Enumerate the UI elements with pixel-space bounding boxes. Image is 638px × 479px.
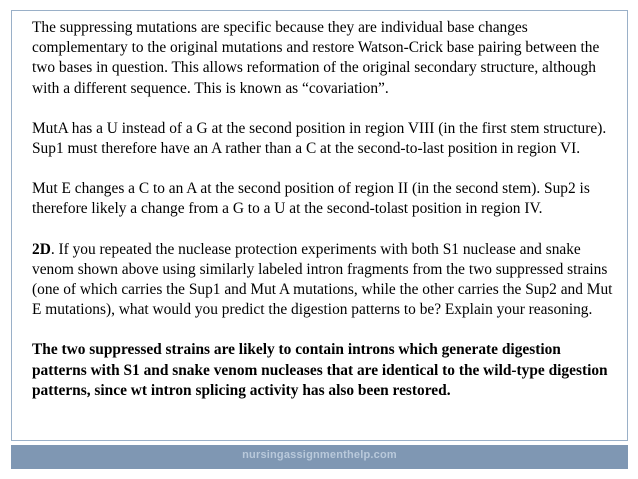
question-label: 2D [32,240,51,258]
paragraph-muta: MutA has a U instead of a G at the second position in region VIII (in the first stem structure). Sup1 must therefore have an A rather than a C at the second-to-last position in region VI. [32,119,607,158]
paragraph-answer: The two suppressed strains are likely to contain introns which generate digestion patterns with S1 and snake venom nucleases that are identical to the wild-type digestion patterns, since wt intron splicing activity has also been restored. [32,341,608,399]
footer-website-text: nursingassignmenthelp.com [242,449,397,461]
slide-content [32,18,617,401]
paragraph-question-2d [32,240,617,321]
paragraph-mute: Mut E changes a C to an A at the second position of region II (in the second stem). Sup2 is therefore likely a change from a G to a U at the second-tolast position in region IV. [32,180,590,218]
footer-bar [11,445,628,469]
question-body: . If you repeated the nuclease protection experiments with both S1 nuclease and snake venom shown above using similarly labeled intron fragments from the two suppressed strains (one of which carries the Sup1 and Mut A mutations, while the other carries the Sup2 and Mut E mutations), what would you predict the digestion patterns to be? Explain your reasoning. [32,240,613,319]
paragraph-covariation: The suppressing mutations are specific because they are individual base changes complementary to the original mutations and restore Watson-Crick base pairing between the two bases in question. This allows reformation of the original secondary structure, although with a different sequence. This is known as “covariation”. [32,19,600,97]
